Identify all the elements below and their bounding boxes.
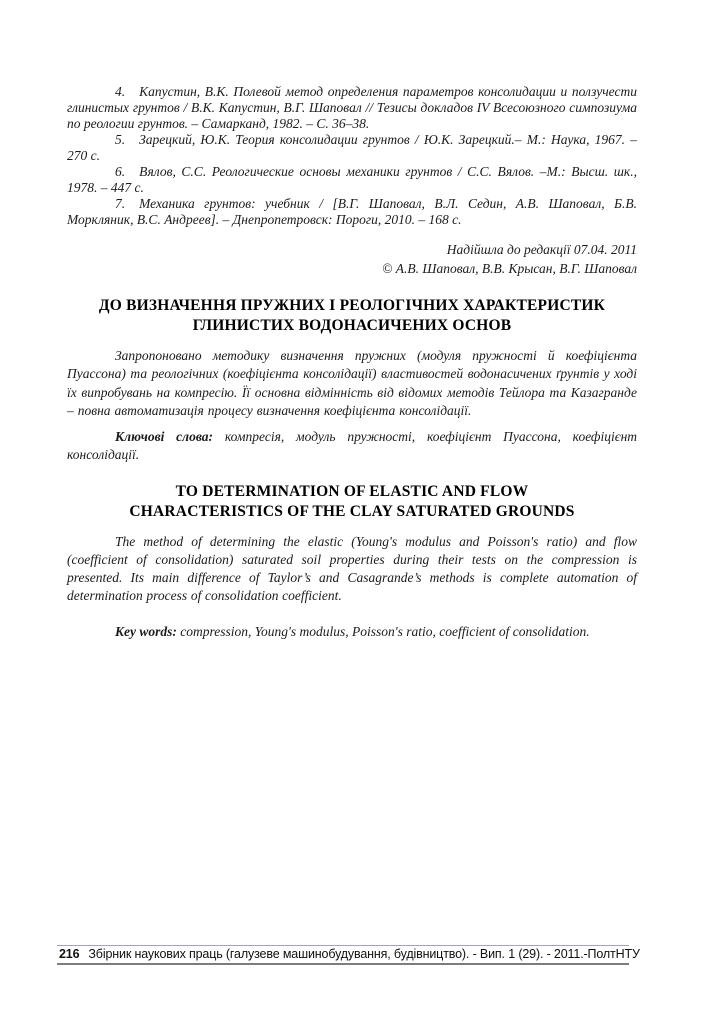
keywords-en-label: Key words:: [115, 624, 177, 640]
reference-text: Механика грунтов: учебник / [В.Г. Шаповал, В.Л. Седин, А.В. Шаповал, Б.В. Моркляник, В.С. Андреев]. – Днепропетровск: Пороги, 2010. – 168 с.: [67, 196, 637, 227]
title-en: [67, 482, 637, 521]
title-ua-line1: ДО ВИЗНАЧЕННЯ ПРУЖНИХ І РЕОЛОГІЧНИХ ХАРАКТЕРИСТИК: [98, 297, 606, 314]
reference-number: 7.: [115, 196, 126, 211]
keywords-ua: [67, 428, 637, 465]
reference-text: Вялов, С.С. Реологические основы механики грунтов / С.С. Вялов. –М.: Высш. шк., 1978. – 447 с.: [67, 164, 637, 195]
title-ua: [67, 296, 637, 335]
reference-item-6: [67, 164, 637, 196]
page-content: [67, 84, 637, 642]
reference-item-5: [67, 132, 637, 164]
keywords-ua-label: Ключові слова:: [115, 428, 214, 444]
submission-meta: [67, 240, 637, 278]
reference-text: Зарецкий, Ю.К. Теория консолидации грунтов / Ю.К. Зарецкий.– М.: Наука, 1967. – 270 с.: [67, 132, 637, 163]
title-ua-line2: ГЛИНИСТИХ ВОДОНАСИЧЕНИХ ОСНОВ: [192, 316, 512, 334]
title-en-line1: TO DETERMINATION OF ELASTIC AND FLOW: [175, 483, 529, 501]
keywords-en: [67, 623, 637, 641]
keywords-en-text: compression, Young's modulus, Poisson's ratio, coefficient of consolidation.: [180, 624, 590, 640]
received-note: Надійшла до редакції 07.04. 2011: [446, 242, 637, 257]
reference-item-4: [67, 84, 637, 132]
abstract-en: The method of determining the elastic (Young's modulus and Poisson's ratio) and flow (coefficient of consolidation) saturated soil properties during their tests on the compression is presented. Its main difference of Taylor’s and Casagrande’s methods is complete automation of determination process of consolidation coefficient.: [67, 534, 637, 604]
abstract-ua: Запропоновано методику визначення пружних (модуля пружності й коефіцієнта Пуассона) та реологічних (коефіцієнта консолідації) властивостей водонасичених ґрунтів у ході їх випробувань на компресію. Її основна відмінність від відомих методів Тейлора та Казагранде – повна автоматизація процесу визначення коефіцієнта консолідації.: [67, 348, 637, 419]
title-en-line2: CHARACTERISTICS OF THE CLAY SATURATED GROUNDS: [129, 502, 575, 520]
reference-item-7: [67, 196, 637, 228]
journal-citation: Збірник наукових праць (галузеве машинобудування, будівництво). - Вип. 1 (29). - 2011.-ПолтНТУ: [88, 947, 640, 961]
copyright-note: © А.В. Шаповал, В.В. Крысан, В.Г. Шаповал: [382, 261, 637, 276]
references-section: [67, 84, 637, 228]
page-number: 216: [59, 947, 80, 961]
reference-number: 5.: [115, 132, 126, 147]
keywords-ua-text: компресія, модуль пружності, коефіцієнт Пуассона, коефіцієнт консолідації.: [67, 428, 638, 463]
reference-number: 4.: [115, 84, 126, 99]
reference-number: 6.: [115, 164, 126, 179]
reference-text: Капустин, В.К. Полевой метод определения параметров консолидации и ползучести глинистых грунтов / В.К. Капустин, В.Г. Шаповал // Тезисы докладов IV Всесоюзного симпозиума по реологии грунтов. – Самарканд, 1982. – С. 36–38.: [67, 84, 637, 131]
page-footer: [57, 945, 640, 965]
